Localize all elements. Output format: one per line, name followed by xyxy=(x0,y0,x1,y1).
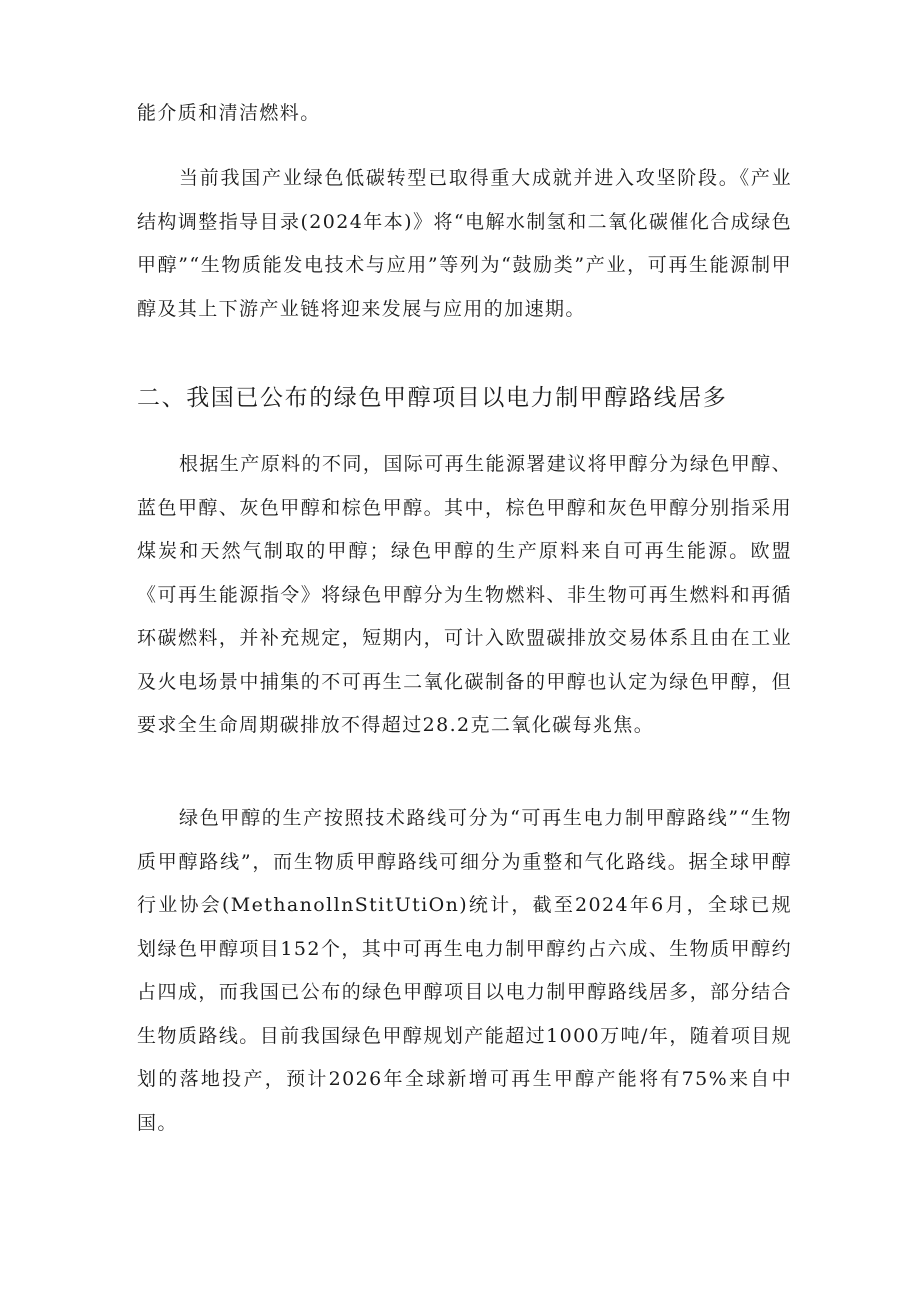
paragraph-technical-routes: 绿色甲醇的生产按照技术路线可分为“可再生电力制甲醇路线”“生物质甲醇路线”，而生物质甲醇路线可细分为重整和气化路线。据全球甲醇行业协会(MethanollnStitUtiOn)统计，截至2024年6月，全球已规划绿色甲醇项目152个，其中可再生电力制甲醇约占六成、生物质甲醇约占四成，而我国已公布的绿色甲醇项目以电力制甲醇路线居多，部分结合生物质路线。目前我国绿色甲醇规划产能超过1000万吨/年，随着项目规划的落地投产，预计2026年全球新增可再生甲醇产能将有75%来自中国。 xyxy=(137,807,792,1134)
paragraph-classification: 根据生产原料的不同，国际可再生能源署建议将甲醇分为绿色甲醇、蓝色甲醇、灰色甲醇和棕色甲醇。其中，棕色甲醇和灰色甲醇分别指采用煤炭和天然气制取的甲醇；绿色甲醇的生产原料来自可再生能源。欧盟《可再生能源指令》将绿色甲醇分为生物燃料、非生物可再生燃料和再循环碳燃料，并补充规定，短期内，可计入欧盟碳排放交易体系且由在工业及火电场景中捕集的不可再生二氧化碳制备的甲醇也认定为绿色甲醇，但要求全生命周期碳排放不得超过28.2克二氧化碳每兆焦。 xyxy=(137,453,792,736)
section-heading: 二、我国已公布的绿色甲醇项目以电力制甲醇路线居多 xyxy=(137,385,728,411)
paragraph-policy: 当前我国产业绿色低碳转型已取得重大成就并进入攻坚阶段。《产业结构调整指导目录(2024年本)》将“电解水制氢和二氧化碳催化合成绿色甲醇”“生物质能发电技术与应用”等列为“鼓励类”产业，可再生能源制甲醇及其上下游产业链将迎来发展与应用的加速期。 xyxy=(137,167,792,320)
paragraph-continuation: 能介质和清洁燃料。 xyxy=(137,102,321,124)
